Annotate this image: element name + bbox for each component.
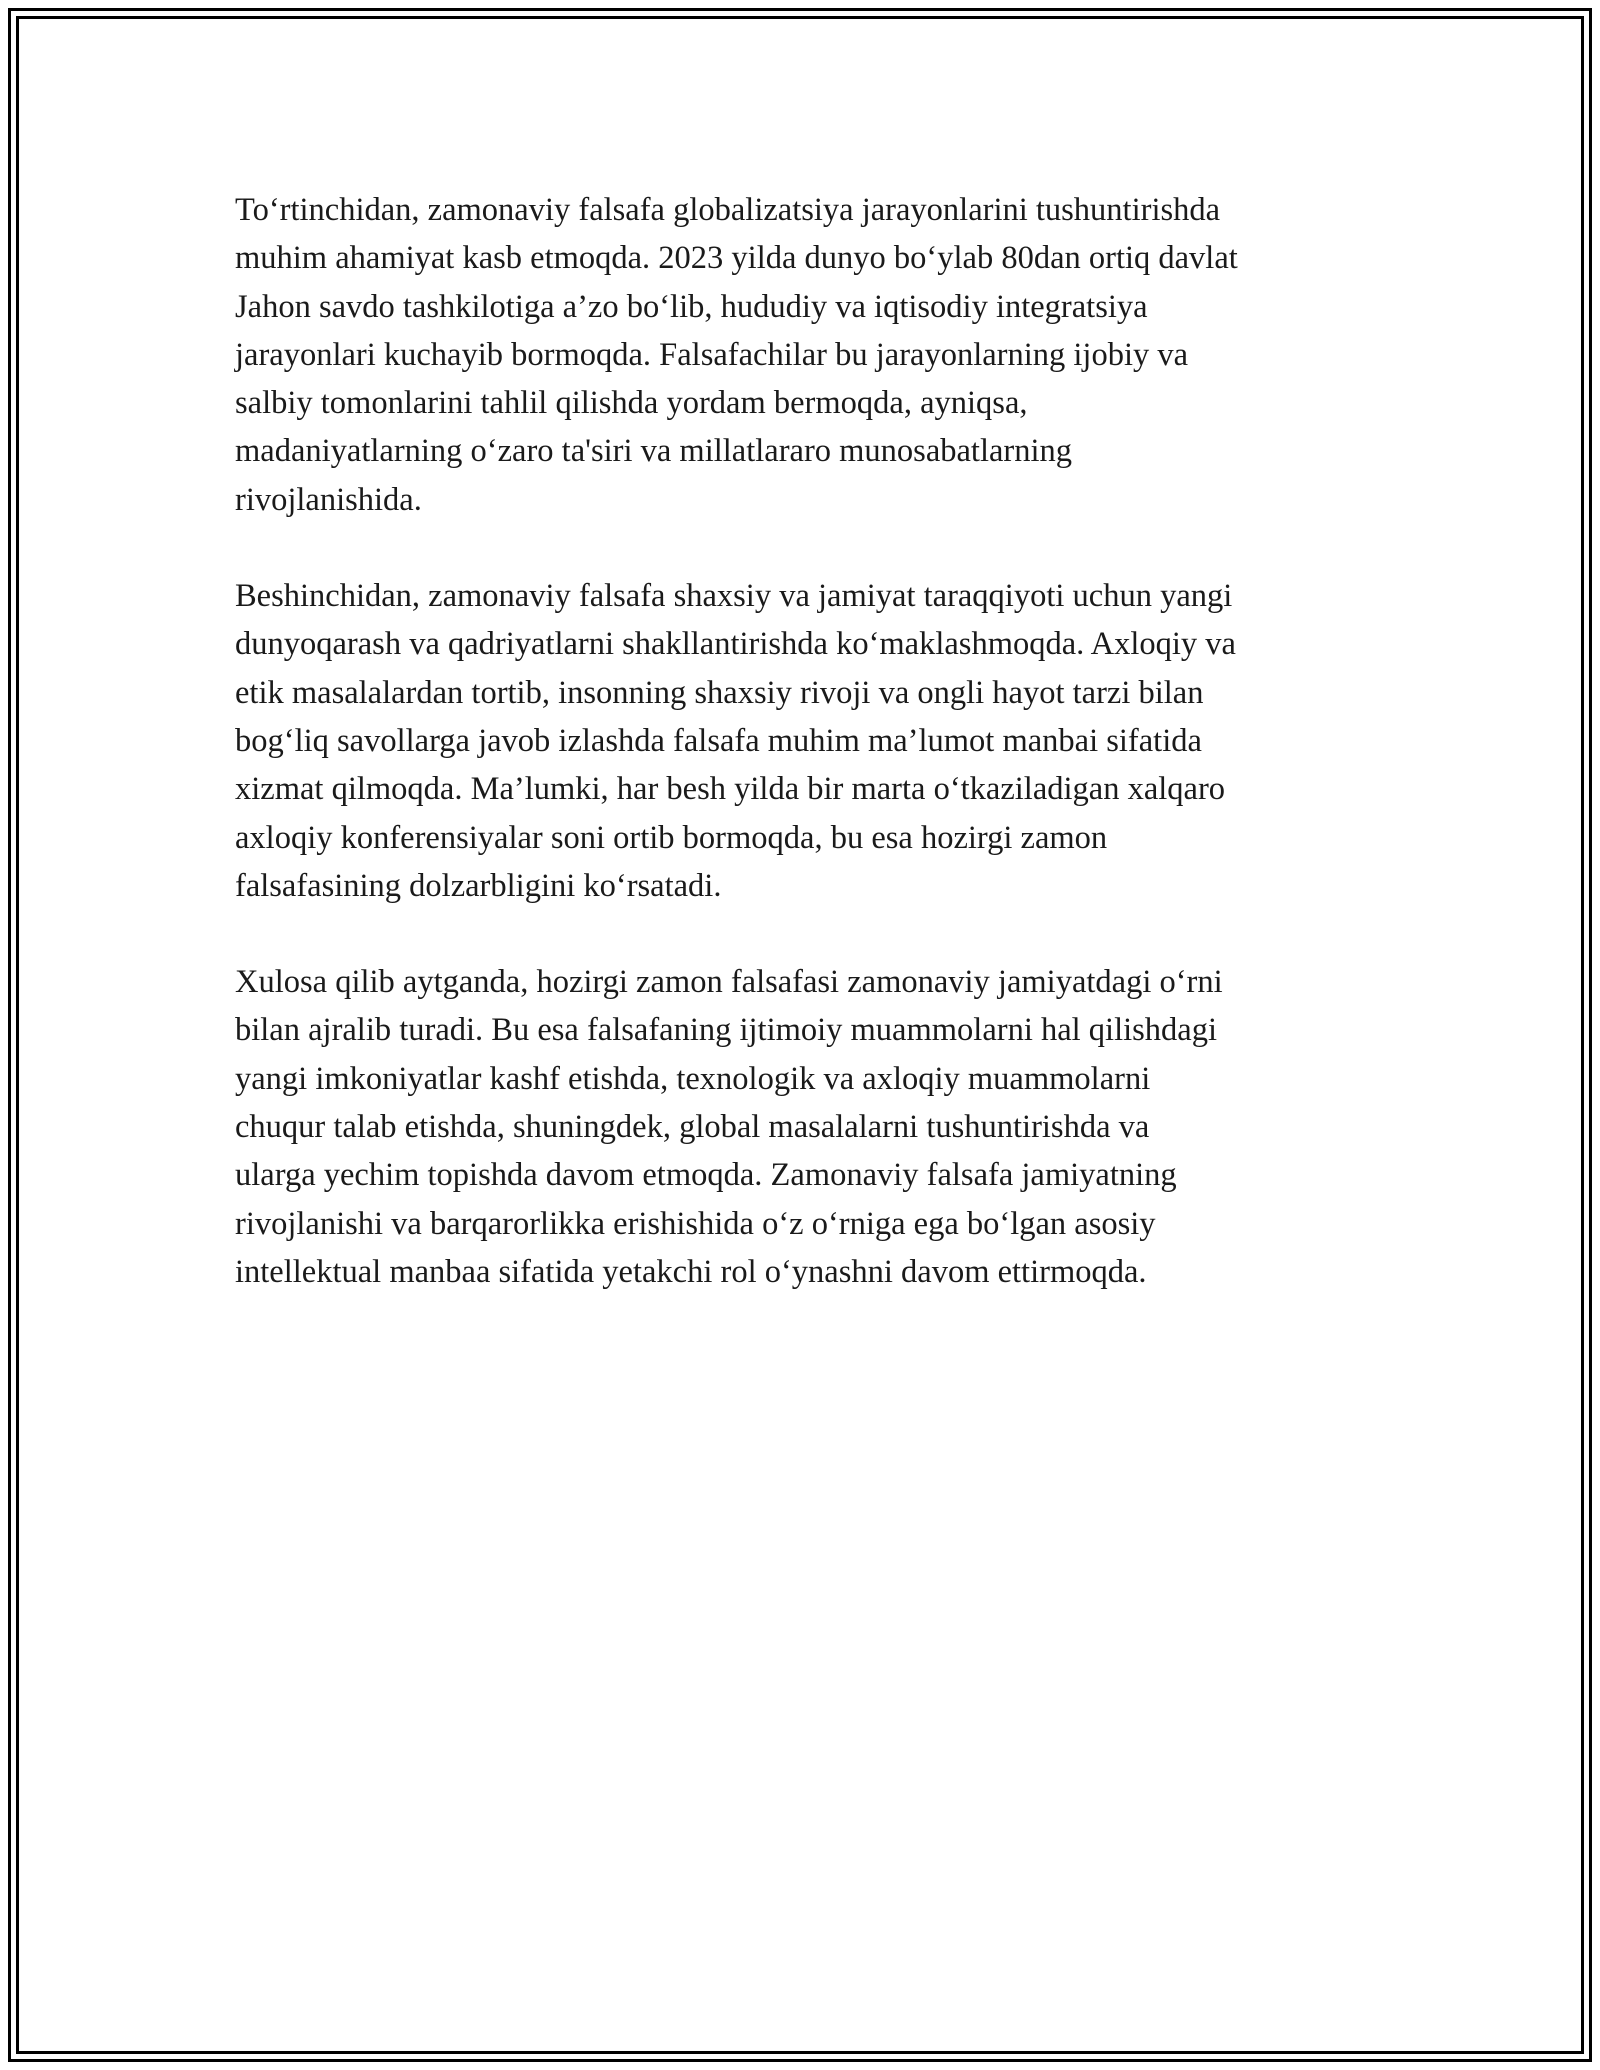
paragraph-fifth-point: Beshinchidan, zamonaviy falsafa shaxsiy va jamiyat taraqqiyoti uchun yangi dunyoqarash va qadriyatlarni shakllantirishda ko‘maklashmoqda. Axloqiy va etik masalalardan tortib, insonning shaxsiy rivoji va ongli hayot tarzi bilan bog‘liq savollarga javob izlashda falsafa muhim ma’lumot manbai sifatida xizmat qilmoqda. Ma’lumki, har besh yilda bir marta o‘tkaziladigan xalqaro axloqiy konferensiyalar soni ortib bormoqda, bu esa hozirgi zamon falsafasining dolzarbligini ko‘rsatadi. bbox=[235, 578, 1236, 904]
paragraph-conclusion: Xulosa qilib aytganda, hozirgi zamon falsafasi zamonaviy jamiyatdagi o‘rni bilan ajralib turadi. Bu esa falsafaning ijtimoiy muammolarni hal qilishdagi yangi imkoniyatlar kashf etishda, texnologik va axloqiy muammolarni chuqur talab etishda, shuningdek, global masalalarni tushuntirishda va ularga yechim topishda davom etmoqda. Zamonaviy falsafa jamiyatning rivojlanishi va barqarorlikka erishishida o‘z o‘rniga ega bo‘lgan asosiy intellektual manbaa sifatida yetakchi rol o‘ynashni davom ettirmoqda. bbox=[235, 964, 1223, 1290]
paragraph-fourth-point: To‘rtinchidan, zamonaviy falsafa globalizatsiya jarayonlarini tushuntirishda muhim ahamiyat kasb etmoqda. 2023 yilda dunyo bo‘ylab 80dan ortiq davlat Jahon savdo tashkilotiga a’zo bo‘lib, hududiy va iqtisodiy integratsiya jarayonlari kuchayib bormoqda. Falsafachilar bu jarayonlarning ijobiy va salbiy tomonlarini tahlil qilishda yordam bermoqda, ayniqsa, madaniyatlarning o‘zaro ta'siri va millatlararo munosabatlarning rivojlanishida. bbox=[235, 192, 1238, 518]
document-body bbox=[235, 186, 1385, 1344]
